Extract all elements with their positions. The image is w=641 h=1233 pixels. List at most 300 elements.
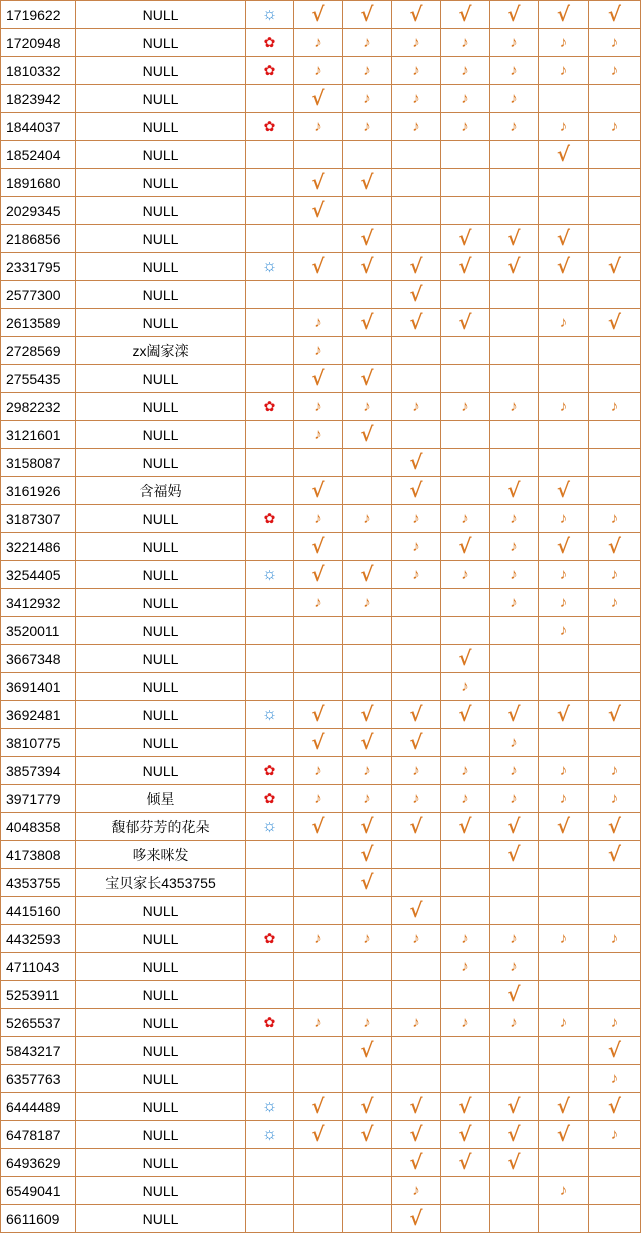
cell-mark bbox=[539, 85, 589, 113]
table-row bbox=[1, 1205, 641, 1233]
cell-mark bbox=[343, 561, 392, 589]
music-note-icon: ♪ bbox=[510, 33, 518, 51]
music-note-icon: ♪ bbox=[363, 61, 371, 79]
cell-mark bbox=[441, 561, 490, 589]
table-row bbox=[1, 1, 641, 29]
cell-mark bbox=[589, 1065, 641, 1093]
music-note-icon: ♪ bbox=[510, 957, 518, 975]
checkmark-icon: √ bbox=[507, 813, 521, 838]
cell-mark bbox=[294, 869, 343, 897]
cell-user-id: 4432593 bbox=[1, 925, 76, 953]
table-row bbox=[1, 729, 641, 757]
cell-mark bbox=[490, 981, 539, 1009]
cell-mark bbox=[343, 225, 392, 253]
table-row bbox=[1, 561, 641, 589]
cell-badge bbox=[246, 281, 294, 309]
music-note-icon: ♪ bbox=[314, 397, 322, 415]
table-row bbox=[1, 673, 641, 701]
cell-mark bbox=[490, 449, 539, 477]
cell-nickname: NULL bbox=[76, 421, 246, 449]
cell-mark bbox=[490, 925, 539, 953]
music-note-icon: ♪ bbox=[314, 33, 322, 51]
cell-mark bbox=[441, 309, 490, 337]
sun-icon: ☼ bbox=[261, 4, 278, 23]
checkmark-icon: √ bbox=[360, 701, 374, 726]
cell-badge bbox=[246, 981, 294, 1009]
cell-mark bbox=[343, 673, 392, 701]
cell-nickname: NULL bbox=[76, 1177, 246, 1205]
cell-mark bbox=[392, 729, 441, 757]
cell-user-id: 3254405 bbox=[1, 561, 76, 589]
music-note-icon: ♪ bbox=[461, 929, 469, 947]
cell-user-id: 2613589 bbox=[1, 309, 76, 337]
checkmark-icon: √ bbox=[507, 701, 521, 726]
cell-nickname: NULL bbox=[76, 1, 246, 29]
cell-mark bbox=[392, 29, 441, 57]
cell-mark bbox=[294, 1177, 343, 1205]
cell-nickname: 含福妈 bbox=[76, 477, 246, 505]
cell-mark bbox=[343, 1, 392, 29]
cell-mark bbox=[294, 393, 343, 421]
cell-mark bbox=[294, 1037, 343, 1065]
cell-mark bbox=[490, 337, 539, 365]
cell-mark bbox=[343, 309, 392, 337]
checkmark-icon: √ bbox=[507, 1093, 521, 1118]
cell-mark bbox=[589, 1205, 641, 1233]
music-note-icon: ♪ bbox=[412, 33, 420, 51]
cell-user-id: 6444489 bbox=[1, 1093, 76, 1121]
cell-user-id: 4353755 bbox=[1, 869, 76, 897]
cell-badge bbox=[246, 29, 294, 57]
checkmark-icon: √ bbox=[409, 477, 423, 502]
music-note-icon: ♪ bbox=[510, 61, 518, 79]
cell-mark bbox=[441, 869, 490, 897]
cell-mark bbox=[539, 589, 589, 617]
cell-mark bbox=[490, 813, 539, 841]
music-note-icon: ♪ bbox=[412, 117, 420, 135]
cell-badge bbox=[246, 869, 294, 897]
checkmark-icon: √ bbox=[458, 701, 472, 726]
music-note-icon: ♪ bbox=[461, 677, 469, 695]
cell-mark bbox=[490, 617, 539, 645]
cell-mark bbox=[490, 561, 539, 589]
checkmark-icon: √ bbox=[507, 225, 521, 250]
cell-mark bbox=[392, 1009, 441, 1037]
cell-mark bbox=[392, 225, 441, 253]
cell-mark bbox=[490, 1, 539, 29]
cell-mark bbox=[294, 449, 343, 477]
cell-mark bbox=[539, 505, 589, 533]
table-row bbox=[1, 533, 641, 561]
cell-mark bbox=[589, 113, 641, 141]
music-note-icon: ♪ bbox=[412, 789, 420, 807]
table-row bbox=[1, 281, 641, 309]
cell-mark bbox=[490, 29, 539, 57]
cell-mark bbox=[392, 309, 441, 337]
table-row bbox=[1, 1149, 641, 1177]
cell-mark bbox=[589, 1093, 641, 1121]
cell-mark bbox=[294, 897, 343, 925]
flower-icon: ✿ bbox=[263, 61, 276, 78]
music-note-icon: ♪ bbox=[363, 1013, 371, 1031]
music-note-icon: ♪ bbox=[363, 397, 371, 415]
cell-mark bbox=[490, 533, 539, 561]
cell-mark bbox=[441, 813, 490, 841]
table-row bbox=[1, 169, 641, 197]
cell-mark bbox=[539, 281, 589, 309]
cell-badge bbox=[246, 1009, 294, 1037]
cell-mark bbox=[589, 85, 641, 113]
cell-mark bbox=[343, 477, 392, 505]
cell-user-id: 3810775 bbox=[1, 729, 76, 757]
table-row bbox=[1, 1177, 641, 1205]
cell-nickname: NULL bbox=[76, 729, 246, 757]
checkmark-icon: √ bbox=[607, 253, 622, 278]
cell-nickname: NULL bbox=[76, 617, 246, 645]
music-note-icon: ♪ bbox=[314, 61, 322, 79]
checkmark-icon: √ bbox=[607, 1037, 622, 1062]
checkmark-icon: √ bbox=[311, 701, 325, 726]
cell-mark bbox=[441, 29, 490, 57]
cell-mark bbox=[392, 1177, 441, 1205]
cell-mark bbox=[294, 841, 343, 869]
cell-mark bbox=[490, 309, 539, 337]
cell-nickname: NULL bbox=[76, 29, 246, 57]
checkmark-icon: √ bbox=[507, 1, 521, 26]
music-note-icon: ♪ bbox=[559, 509, 568, 527]
cell-mark bbox=[392, 869, 441, 897]
music-note-icon: ♪ bbox=[314, 117, 322, 135]
cell-mark bbox=[294, 365, 343, 393]
checkmark-icon: √ bbox=[556, 533, 571, 558]
cell-mark bbox=[343, 645, 392, 673]
cell-mark bbox=[343, 141, 392, 169]
cell-nickname: NULL bbox=[76, 57, 246, 85]
cell-user-id: 6478187 bbox=[1, 1121, 76, 1149]
table-row bbox=[1, 1121, 641, 1149]
cell-mark bbox=[294, 337, 343, 365]
table-row bbox=[1, 421, 641, 449]
table-row bbox=[1, 225, 641, 253]
cell-mark bbox=[392, 1037, 441, 1065]
music-note-icon: ♪ bbox=[461, 1013, 469, 1031]
cell-nickname: NULL bbox=[76, 141, 246, 169]
cell-mark bbox=[294, 561, 343, 589]
cell-mark bbox=[343, 1009, 392, 1037]
table-row bbox=[1, 141, 641, 169]
checkmark-icon: √ bbox=[409, 1121, 423, 1146]
table-row bbox=[1, 1037, 641, 1065]
cell-mark bbox=[490, 281, 539, 309]
checkmark-icon: √ bbox=[311, 533, 325, 558]
cell-user-id: 2186856 bbox=[1, 225, 76, 253]
cell-nickname: zx阖家滦 bbox=[76, 337, 246, 365]
cell-badge bbox=[246, 113, 294, 141]
cell-nickname: NULL bbox=[76, 561, 246, 589]
flower-icon: ✿ bbox=[263, 789, 276, 806]
music-note-icon: ♪ bbox=[412, 397, 420, 415]
checkmark-icon: √ bbox=[458, 533, 472, 558]
cell-mark bbox=[589, 813, 641, 841]
cell-mark bbox=[294, 477, 343, 505]
cell-mark bbox=[539, 1093, 589, 1121]
cell-mark bbox=[343, 449, 392, 477]
cell-mark bbox=[441, 253, 490, 281]
cell-mark bbox=[539, 645, 589, 673]
music-note-icon: ♪ bbox=[559, 761, 568, 779]
cell-mark bbox=[539, 673, 589, 701]
table-row bbox=[1, 1065, 641, 1093]
music-note-icon: ♪ bbox=[610, 593, 619, 611]
flower-icon: ✿ bbox=[263, 1013, 276, 1030]
checkmark-icon: √ bbox=[360, 365, 374, 390]
cell-badge bbox=[246, 449, 294, 477]
cell-nickname: NULL bbox=[76, 897, 246, 925]
music-note-icon: ♪ bbox=[510, 117, 518, 135]
cell-mark bbox=[490, 841, 539, 869]
music-note-icon: ♪ bbox=[510, 397, 518, 415]
cell-mark bbox=[539, 337, 589, 365]
cell-badge bbox=[246, 1205, 294, 1233]
flower-icon: ✿ bbox=[263, 33, 276, 50]
cell-mark bbox=[589, 253, 641, 281]
cell-mark bbox=[490, 505, 539, 533]
table-row bbox=[1, 869, 641, 897]
cell-mark bbox=[343, 757, 392, 785]
music-note-icon: ♪ bbox=[412, 509, 420, 527]
music-note-icon: ♪ bbox=[461, 89, 469, 107]
cell-mark bbox=[392, 365, 441, 393]
cell-mark bbox=[441, 841, 490, 869]
cell-mark bbox=[539, 29, 589, 57]
checkmark-icon: √ bbox=[311, 813, 325, 838]
cell-mark bbox=[589, 281, 641, 309]
cell-mark bbox=[343, 1037, 392, 1065]
cell-mark bbox=[441, 617, 490, 645]
music-note-icon: ♪ bbox=[610, 117, 619, 135]
cell-mark bbox=[343, 1205, 392, 1233]
cell-mark bbox=[294, 309, 343, 337]
cell-mark bbox=[392, 1093, 441, 1121]
cell-mark bbox=[589, 1149, 641, 1177]
cell-badge bbox=[246, 701, 294, 729]
checkmark-icon: √ bbox=[507, 981, 521, 1006]
checkmark-icon: √ bbox=[556, 1093, 571, 1118]
cell-mark bbox=[392, 617, 441, 645]
music-note-icon: ♪ bbox=[610, 397, 619, 415]
cell-mark bbox=[441, 365, 490, 393]
cell-mark bbox=[294, 1205, 343, 1233]
cell-mark bbox=[294, 141, 343, 169]
cell-user-id: 4173808 bbox=[1, 841, 76, 869]
cell-mark bbox=[343, 1149, 392, 1177]
music-note-icon: ♪ bbox=[510, 733, 518, 751]
cell-mark bbox=[539, 169, 589, 197]
sun-icon: ☼ bbox=[261, 816, 278, 835]
cell-mark bbox=[441, 701, 490, 729]
cell-user-id: 2728569 bbox=[1, 337, 76, 365]
cell-mark bbox=[589, 561, 641, 589]
checkmark-icon: √ bbox=[556, 813, 571, 838]
cell-nickname: NULL bbox=[76, 113, 246, 141]
cell-badge bbox=[246, 85, 294, 113]
music-note-icon: ♪ bbox=[461, 397, 469, 415]
cell-mark bbox=[539, 1037, 589, 1065]
cell-badge bbox=[246, 897, 294, 925]
sun-icon: ☼ bbox=[261, 1124, 278, 1143]
cell-mark bbox=[539, 1, 589, 29]
cell-mark bbox=[343, 533, 392, 561]
cell-mark bbox=[490, 1205, 539, 1233]
cell-nickname: 倾星 bbox=[76, 785, 246, 813]
cell-mark bbox=[343, 1093, 392, 1121]
table-row bbox=[1, 253, 641, 281]
music-note-icon: ♪ bbox=[363, 789, 371, 807]
cell-mark bbox=[589, 477, 641, 505]
checkmark-icon: √ bbox=[458, 813, 472, 838]
cell-mark bbox=[539, 617, 589, 645]
music-note-icon: ♪ bbox=[610, 1013, 619, 1031]
checkmark-icon: √ bbox=[360, 1121, 374, 1146]
cell-mark bbox=[392, 673, 441, 701]
cell-mark bbox=[441, 449, 490, 477]
flower-icon: ✿ bbox=[263, 117, 276, 134]
cell-user-id: 3691401 bbox=[1, 673, 76, 701]
cell-user-id: 3161926 bbox=[1, 477, 76, 505]
cell-mark bbox=[441, 505, 490, 533]
checkmark-icon: √ bbox=[360, 1093, 374, 1118]
cell-mark bbox=[343, 841, 392, 869]
cell-badge bbox=[246, 1037, 294, 1065]
cell-mark bbox=[392, 449, 441, 477]
cell-mark bbox=[294, 673, 343, 701]
cell-mark bbox=[392, 701, 441, 729]
cell-mark bbox=[539, 813, 589, 841]
music-note-icon: ♪ bbox=[610, 565, 619, 583]
music-note-icon: ♪ bbox=[510, 761, 518, 779]
cell-badge bbox=[246, 561, 294, 589]
cell-mark bbox=[343, 701, 392, 729]
cell-mark bbox=[294, 421, 343, 449]
cell-mark bbox=[490, 57, 539, 85]
table-row bbox=[1, 197, 641, 225]
cell-mark bbox=[441, 1093, 490, 1121]
cell-mark bbox=[294, 85, 343, 113]
cell-mark bbox=[539, 449, 589, 477]
cell-mark bbox=[589, 1009, 641, 1037]
music-note-icon: ♪ bbox=[510, 929, 518, 947]
cell-mark bbox=[392, 925, 441, 953]
cell-mark bbox=[343, 1177, 392, 1205]
cell-badge bbox=[246, 729, 294, 757]
cell-nickname: NULL bbox=[76, 309, 246, 337]
cell-user-id: 6549041 bbox=[1, 1177, 76, 1205]
cell-mark bbox=[294, 225, 343, 253]
checkmark-icon: √ bbox=[311, 729, 325, 754]
cell-mark bbox=[490, 757, 539, 785]
checkmark-icon: √ bbox=[409, 897, 423, 922]
cell-badge bbox=[246, 673, 294, 701]
cell-mark bbox=[539, 421, 589, 449]
cell-mark bbox=[294, 57, 343, 85]
cell-mark bbox=[589, 729, 641, 757]
cell-mark bbox=[589, 365, 641, 393]
cell-mark bbox=[539, 253, 589, 281]
cell-mark bbox=[490, 253, 539, 281]
cell-mark bbox=[589, 757, 641, 785]
checkmark-icon: √ bbox=[409, 253, 423, 278]
checkmark-icon: √ bbox=[311, 561, 325, 586]
cell-mark bbox=[441, 589, 490, 617]
cell-mark bbox=[343, 197, 392, 225]
cell-badge bbox=[246, 477, 294, 505]
cell-mark bbox=[539, 113, 589, 141]
cell-user-id: 2755435 bbox=[1, 365, 76, 393]
cell-mark bbox=[294, 1093, 343, 1121]
music-note-icon: ♪ bbox=[559, 313, 568, 331]
table-row bbox=[1, 309, 641, 337]
music-note-icon: ♪ bbox=[412, 565, 420, 583]
cell-mark bbox=[589, 141, 641, 169]
cell-user-id: 3857394 bbox=[1, 757, 76, 785]
music-note-icon: ♪ bbox=[314, 1013, 322, 1031]
checkmark-icon: √ bbox=[458, 1093, 472, 1118]
cell-mark bbox=[392, 169, 441, 197]
cell-user-id: 2982232 bbox=[1, 393, 76, 421]
cell-badge bbox=[246, 1149, 294, 1177]
checkmark-icon: √ bbox=[507, 477, 521, 502]
cell-user-id: 3667348 bbox=[1, 645, 76, 673]
music-note-icon: ♪ bbox=[314, 313, 322, 331]
checkmark-icon: √ bbox=[311, 1, 325, 26]
sun-icon: ☼ bbox=[261, 1096, 278, 1115]
cell-badge bbox=[246, 1093, 294, 1121]
cell-mark bbox=[392, 337, 441, 365]
cell-nickname: NULL bbox=[76, 1121, 246, 1149]
music-note-icon: ♪ bbox=[610, 929, 619, 947]
cell-user-id: 3121601 bbox=[1, 421, 76, 449]
music-note-icon: ♪ bbox=[412, 61, 420, 79]
cell-mark bbox=[392, 1065, 441, 1093]
cell-user-id: 2577300 bbox=[1, 281, 76, 309]
cell-mark bbox=[441, 1065, 490, 1093]
music-note-icon: ♪ bbox=[559, 565, 568, 583]
cell-mark bbox=[441, 1177, 490, 1205]
cell-mark bbox=[441, 925, 490, 953]
cell-mark bbox=[589, 785, 641, 813]
checkmark-icon: √ bbox=[360, 309, 374, 334]
music-note-icon: ♪ bbox=[363, 593, 371, 611]
cell-mark bbox=[441, 1, 490, 29]
cell-user-id: 1823942 bbox=[1, 85, 76, 113]
cell-mark bbox=[343, 253, 392, 281]
music-note-icon: ♪ bbox=[314, 341, 322, 359]
cell-mark bbox=[343, 813, 392, 841]
checkmark-icon: √ bbox=[311, 1093, 325, 1118]
cell-mark bbox=[392, 197, 441, 225]
cell-nickname: NULL bbox=[76, 281, 246, 309]
cell-user-id: 1720948 bbox=[1, 29, 76, 57]
table-row bbox=[1, 757, 641, 785]
cell-mark bbox=[294, 505, 343, 533]
cell-user-id: 5265537 bbox=[1, 1009, 76, 1037]
cell-mark bbox=[343, 589, 392, 617]
cell-mark bbox=[589, 57, 641, 85]
cell-badge bbox=[246, 393, 294, 421]
cell-mark bbox=[539, 1009, 589, 1037]
cell-mark bbox=[343, 981, 392, 1009]
checkmark-icon: √ bbox=[556, 1121, 571, 1146]
